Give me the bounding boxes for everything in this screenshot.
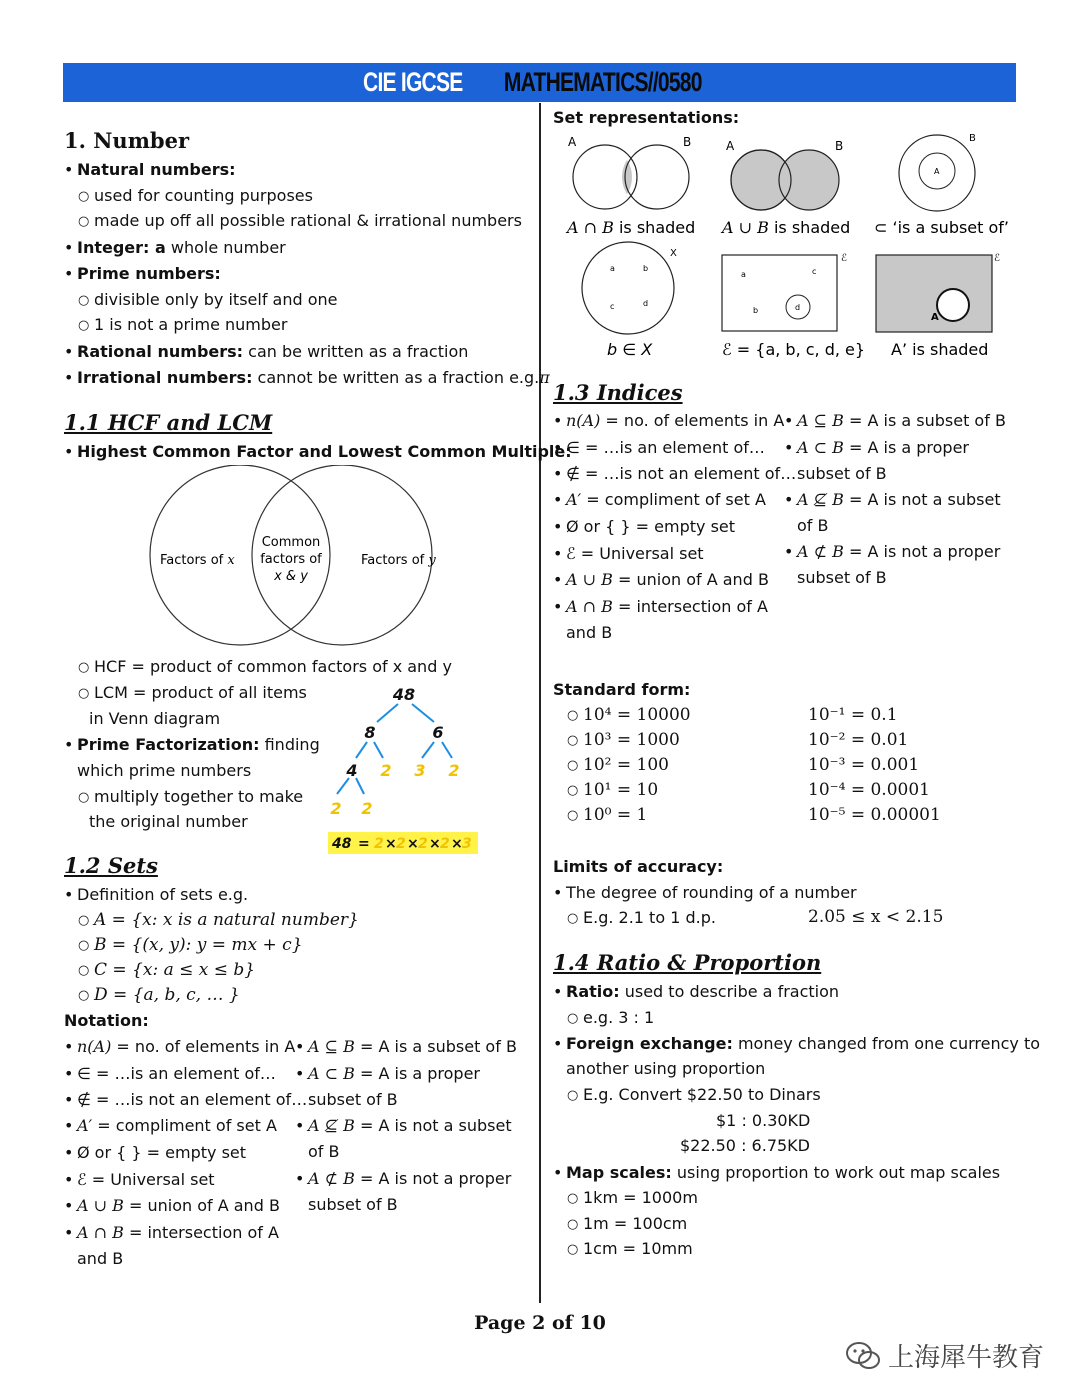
eq-f3: 2 [418,836,428,852]
watermark [846,1337,1044,1374]
notation-proper-subset: • A ⊂ B = A is a proper [308,1064,480,1083]
banner-subject: MATHEMATICS//0580 [504,67,703,97]
notation-not-subset-cont: of B [308,1142,340,1161]
std-right-4: 10⁻⁴ = 0.0001 [808,780,930,800]
irrational-line: • Irrational numbers: cannot be written as a fraction e.g.π [77,368,550,387]
std-right-3: 10⁻³ = 0.001 [808,755,920,775]
eq-equals: = [358,836,370,852]
section-heading-indices: 1.3 Indices [553,380,683,405]
tree-leaf-2a: 2 [380,761,392,780]
natural-numbers-label: • Natural numbers: [77,160,236,179]
factor-tree [322,680,487,858]
r-notation-intersection-cont: and B [566,623,613,642]
svg-text:b: b [643,264,649,273]
notation-not-element-of: • ∉ = …is not an element of… [77,1090,307,1109]
std-right-5: 10⁻⁵ = 0.00001 [808,805,941,825]
tree-root: 48 [392,685,416,704]
diagram-element-of [582,242,677,334]
prime-factorization-line: • Prime Factorization: finding [77,735,320,754]
standard-form-label: Standard form: [553,680,691,699]
lcm-sub-2: in Venn diagram [89,709,221,728]
svg-text:B: B [969,133,976,144]
svg-text:ℰ: ℰ [841,253,848,264]
diagram-universal-set [722,253,847,331]
natural-sub-2: ○ made up off all possible rational & irrational numbers [94,211,522,230]
header-banner [63,63,1016,102]
notation-n-of-a: • n(A) = no. of elements in A [77,1037,295,1056]
r-notation-empty-set: • Ø or { } = empty set [566,517,735,536]
map-scales-line: • Map scales: using proportion to work out map scales [566,1163,1000,1182]
eq-f2: 2 [396,836,406,852]
section-heading-sets: 1.2 Sets [64,853,158,878]
tree-leaf-2c: 2 [330,799,342,818]
venn-mid-label-3: x & y [274,569,308,584]
notation-intersection: • A ∩ B = intersection of A [77,1223,279,1242]
r-notation-compliment: • A′ = compliment of set A [566,490,766,509]
diagram-complement [876,253,1000,332]
svg-text:d: d [643,299,649,308]
notation-union: • A ∪ B = union of A and B [77,1196,280,1215]
svg-text:B: B [683,135,692,149]
r-notation-subset: • A ⊆ B = A is a subset of B [797,411,1006,430]
diagram-union [726,139,843,210]
map-scale-3: ○ 1cm = 10mm [583,1239,693,1258]
venn-mid-label-2: factors of [260,552,322,567]
eq-x1: × [385,836,397,852]
svg-text:A: A [934,167,940,176]
svg-text:d: d [795,303,801,312]
watermark-text: 上海犀牛教育 [887,1343,1044,1373]
set-c: ○ C = {x: a ≤ x ≤ b} [94,960,255,980]
foreign-exchange-sub: ○ E.g. Convert $22.50 to Dinars [583,1085,821,1104]
map-scale-2: ○ 1m = 100cm [583,1214,687,1233]
caption-intersection: A ∩ B is shaded [567,218,696,237]
notation-subset: • A ⊆ B = A is a subset of B [308,1037,517,1056]
svg-text:a: a [610,264,615,273]
caption-element-of: b ∈ X [607,340,653,359]
ratio-line: • Ratio: used to describe a fraction [566,982,839,1001]
svg-text:A: A [568,135,577,149]
r-notation-proper-subset-cont: subset of B [797,464,887,483]
r-notation-not-subset-cont: of B [797,516,829,535]
hcf-venn-diagram [130,465,450,650]
svg-text:b: b [753,306,759,315]
r-notation-not-proper-subset-cont: subset of B [797,568,887,587]
prime-sub-2: ○ 1 is not a prime number [94,315,287,334]
section-heading-ratio: 1.4 Ratio & Proportion [553,950,822,975]
caption-complement: A’ is shaded [891,340,989,359]
eq-f4: 2 [440,836,450,852]
r-notation-not-proper-subset: • A ⊄ B = A is not a proper [797,542,1000,561]
std-right-2: 10⁻² = 0.01 [808,730,909,750]
pf-sub-1: ○ multiply together to make [94,787,303,806]
set-representations-label: Set representations: [553,108,740,127]
std-left-3: ○ 10² = 100 [583,755,669,775]
std-left-2: ○ 10³ = 1000 [583,730,680,750]
std-left-5: ○ 10⁰ = 1 [583,805,647,825]
limits-bullet: • The degree of rounding of a number [566,883,857,902]
notation-empty-set: • Ø or { } = empty set [77,1143,246,1162]
pf-sub-2: the original number [89,812,248,831]
svg-text:ℰ: ℰ [994,253,1001,264]
caption-universal-set: ℰ = {a, b, c, d, e} [722,340,866,359]
notation-proper-subset-cont: subset of B [308,1090,398,1109]
diagram-subset [899,133,976,211]
prime-numbers-label: • Prime numbers: [77,264,221,283]
tree-node-4: 4 [346,761,358,780]
limits-sub: ○ E.g. 2.1 to 1 d.p. [583,908,716,927]
limits-inequality: 2.05 ≤ x < 2.15 [808,907,944,927]
caption-union: A ∪ B is shaded [722,218,851,237]
foreign-exchange-line-2: another using proportion [566,1059,766,1078]
integer-line: • Integer: a whole number [77,238,286,257]
svg-text:A: A [931,312,939,323]
venn-left-label: Factors of x [160,553,235,568]
venn-mid-label-1: Common [261,535,321,550]
r-notation-element-of: • ∈ = …is an element of… [566,438,765,457]
tree-node-6: 6 [432,723,444,742]
tree-leaf-2b: 2 [448,761,460,780]
eq-x3: × [429,836,441,852]
exchange-rate-2: $22.50 : 6.75KD [680,1136,810,1155]
map-scale-1: ○ 1km = 1000m [583,1188,698,1207]
section-heading-number: 1. Number [64,128,190,153]
rational-line: • Rational numbers: can be written as a fraction [77,342,468,361]
svg-text:c: c [812,267,817,276]
wechat-icon [846,1341,880,1371]
r-notation-intersection: • A ∩ B = intersection of A [566,597,768,616]
set-d: ○ D = {a, b, c, … } [94,985,240,1005]
lcm-sub-1: ○ LCM = product of all items [94,683,307,702]
r-notation-proper-subset: • A ⊂ B = A is a proper [797,438,969,457]
r-notation-universal-set: • ℰ = Universal set [566,544,704,563]
r-notation-union: • A ∪ B = union of A and B [566,570,769,589]
r-notation-not-element-of: • ∉ = …is not an element of… [566,464,796,483]
svg-text:B: B [835,139,844,153]
sets-definition: • Definition of sets e.g. [77,885,248,904]
notation-not-subset: • A ⊈ B = A is not a subset [308,1116,512,1135]
eq-x2: × [407,836,419,852]
notation-label: Notation: [64,1011,149,1030]
std-right-1: 10⁻¹ = 0.1 [808,705,898,725]
natural-sub-1: ○ used for counting purposes [94,186,313,205]
svg-text:A: A [726,139,735,153]
venn-right-label: Factors of y [361,553,436,568]
limits-label: Limits of accuracy: [553,857,724,876]
set-a: ○ A = {x: x is a natural number} [94,910,359,930]
page-number: Page 2 of 10 [474,1312,606,1334]
svg-text:X: X [670,248,677,259]
set-representation-diagrams [553,130,1013,362]
notation-intersection-cont: and B [77,1249,124,1268]
caption-subset: ⊂ ‘is a subset of’ [874,218,1010,237]
banner-course: CIE IGCSE [362,67,463,97]
eq-f5: 3 [462,836,472,852]
hcf-sub: ○ HCF = product of common factors of x and y [94,657,452,676]
notation-element-of: • ∈ = …is an element of… [77,1064,276,1083]
eq-f1: 2 [374,836,384,852]
diagram-intersection [568,135,691,209]
r-notation-n-of-a: • n(A) = no. of elements in A [566,411,784,430]
foreign-exchange-line: • Foreign exchange: money changed from one currency to [566,1034,1040,1053]
set-b: ○ B = {(x, y): y = mx + c} [94,935,303,955]
notation-not-proper-subset-cont: subset of B [308,1195,398,1214]
hcf-bullet: • Highest Common Factor and Lowest Common Multiple: [77,442,572,461]
section-heading-hcf: 1.1 HCF and LCM [64,410,273,435]
ratio-sub: ○ e.g. 3 : 1 [583,1008,654,1027]
notation-compliment: • A′ = compliment of set A [77,1116,277,1135]
notation-not-proper-subset: • A ⊄ B = A is not a proper [308,1169,511,1188]
std-left-4: ○ 10¹ = 10 [583,780,658,800]
eq-x4: × [451,836,463,852]
svg-text:c: c [610,302,615,311]
tree-leaf-2d: 2 [361,799,373,818]
prime-sub-1: ○ divisible only by itself and one [94,290,338,309]
exchange-rate-1: $1 : 0.30KD [716,1111,811,1130]
svg-text:a: a [741,270,746,279]
column-divider [539,103,541,1303]
notation-universal-set: • ℰ = Universal set [77,1170,215,1189]
r-notation-not-subset: • A ⊈ B = A is not a subset [797,490,1001,509]
prime-factorization-line-2: which prime numbers [77,761,252,780]
std-left-1: ○ 10⁴ = 10000 [583,705,691,725]
tree-node-8: 8 [364,723,376,742]
eq-48: 48 [332,836,352,852]
tree-leaf-3: 3 [414,761,426,780]
